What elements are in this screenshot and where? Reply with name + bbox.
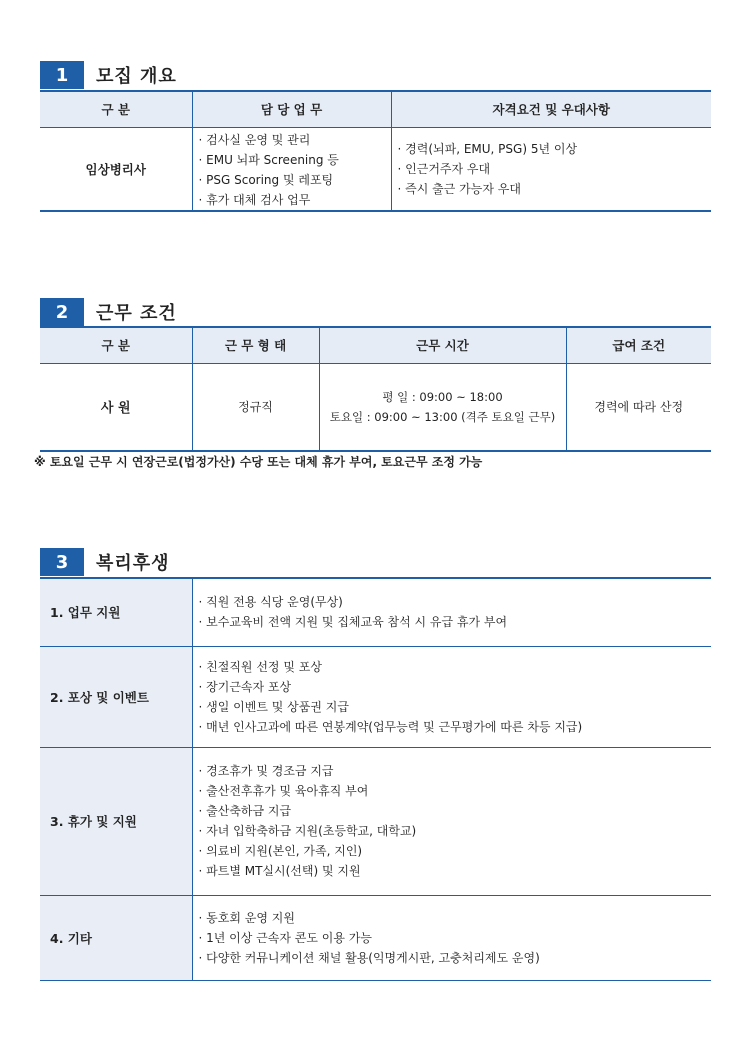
recruitment-table bbox=[40, 90, 711, 212]
welfare-label: 1. 업무 지원 bbox=[40, 578, 192, 646]
section-3-number: 3 bbox=[40, 548, 84, 576]
welfare-item: · 생일 이벤트 및 상품권 지급 bbox=[193, 697, 712, 717]
welfare-item: · 다양한 커뮤니케이션 채널 활용(익명게시판, 고충처리제도 운영) bbox=[193, 948, 712, 968]
duty-item: · 검사실 운영 및 관리 bbox=[193, 130, 391, 150]
welfare-table bbox=[40, 577, 711, 981]
header-category: 구 분 bbox=[40, 91, 192, 127]
work-conditions-table bbox=[40, 326, 711, 452]
employment-form-cell: 정규직 bbox=[192, 363, 319, 451]
welfare-item: · 동호회 운영 지원 bbox=[193, 908, 712, 928]
header-work-type: 근 무 형 태 bbox=[192, 327, 319, 363]
section-1-title: 모집 개요 bbox=[96, 66, 177, 87]
duty-item: · 휴가 대체 검사 업무 bbox=[193, 190, 391, 210]
work-hours-cell bbox=[319, 363, 566, 451]
welfare-items bbox=[192, 646, 711, 747]
section-1-header bbox=[40, 61, 177, 89]
welfare-item: · 친절직원 선정 및 포상 bbox=[193, 657, 712, 677]
welfare-item: · 출산축하금 지급 bbox=[193, 801, 712, 821]
duty-item: · EMU 뇌파 Screening 등 bbox=[193, 150, 391, 170]
section-2-title: 근무 조건 bbox=[96, 303, 177, 324]
requirement-item: · 즉시 출근 가능자 우대 bbox=[392, 179, 712, 199]
welfare-item: · 1년 이상 근속자 콘도 이용 가능 bbox=[193, 928, 712, 948]
section-2-number: 2 bbox=[40, 298, 84, 326]
section-1-number: 1 bbox=[40, 61, 84, 89]
saturday-hours: 토요일 : 09:00 ~ 13:00 (격주 토요일 근무) bbox=[329, 409, 556, 424]
welfare-items bbox=[192, 747, 711, 895]
requirement-item: · 경력(뇌파, EMU, PSG) 5년 이상 bbox=[392, 139, 712, 159]
welfare-label: 4. 기타 bbox=[40, 895, 192, 980]
welfare-item: · 매년 인사고과에 따른 연봉계약(업무능력 및 근무평가에 따른 차등 지급) bbox=[193, 717, 712, 737]
saturday-note: ※ 토요일 근무 시 연장근로(법정가산) 수당 또는 대체 휴가 부여, 토요근무 조정 가능 bbox=[34, 455, 483, 469]
duties-cell bbox=[192, 127, 391, 211]
welfare-label: 2. 포상 및 이벤트 bbox=[40, 646, 192, 747]
section-3-title: 복리후생 bbox=[96, 553, 170, 574]
role-cell: 임상병리사 bbox=[40, 127, 192, 211]
welfare-item: · 경조휴가 및 경조금 지급 bbox=[193, 761, 712, 781]
duty-item: · PSG Scoring 및 레포팅 bbox=[193, 170, 391, 190]
welfare-item: · 출산전후휴가 및 육아휴직 부여 bbox=[193, 781, 712, 801]
welfare-item: · 자녀 입학축하금 지원(초등학교, 대학교) bbox=[193, 821, 712, 841]
welfare-label: 3. 휴가 및 지원 bbox=[40, 747, 192, 895]
employee-type-cell: 사 원 bbox=[40, 363, 192, 451]
welfare-item: · 직원 전용 식당 운영(무상) bbox=[193, 592, 712, 612]
welfare-item: · 의료비 지원(본인, 가족, 지인) bbox=[193, 841, 712, 861]
welfare-item: · 파트별 MT실시(선택) 및 지원 bbox=[193, 861, 712, 881]
salary-cell: 경력에 따라 산정 bbox=[566, 363, 711, 451]
weekday-hours: 평 일 : 09:00 ~ 18:00 bbox=[382, 389, 503, 404]
section-2-header bbox=[40, 298, 177, 326]
header-category: 구 분 bbox=[40, 327, 192, 363]
header-salary: 급여 조건 bbox=[566, 327, 711, 363]
welfare-items bbox=[192, 895, 711, 980]
section-3-header bbox=[40, 548, 170, 576]
welfare-item: · 보수교육비 전액 지원 및 집체교육 참석 시 유급 휴가 부여 bbox=[193, 612, 712, 632]
welfare-items bbox=[192, 578, 711, 646]
requirements-cell bbox=[391, 127, 711, 211]
welfare-item: · 장기근속자 포상 bbox=[193, 677, 712, 697]
header-duties: 담 당 업 무 bbox=[192, 91, 391, 127]
header-work-hours: 근무 시간 bbox=[319, 327, 566, 363]
requirement-item: · 인근거주자 우대 bbox=[392, 159, 712, 179]
header-requirements: 자격요건 및 우대사항 bbox=[391, 91, 711, 127]
